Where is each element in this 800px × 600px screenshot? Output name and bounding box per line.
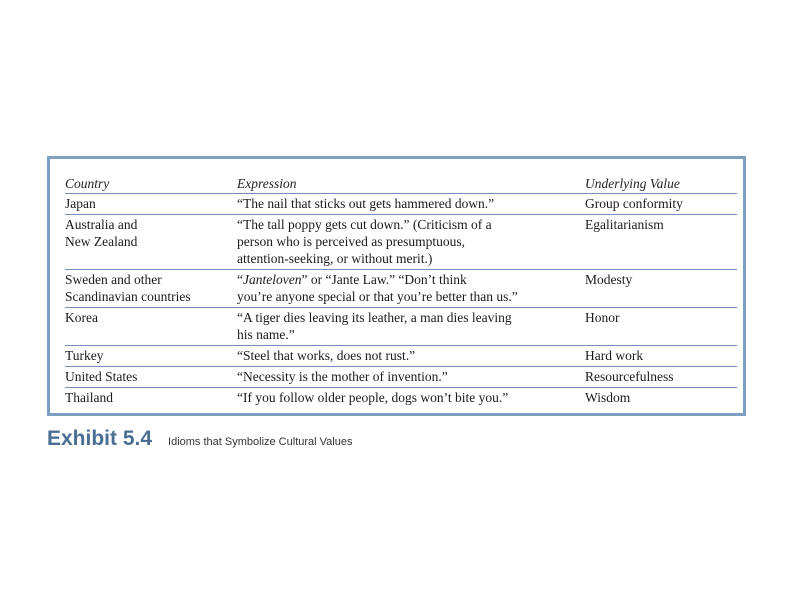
country-cell: [65, 367, 237, 388]
value-cell: Wisdom: [585, 390, 631, 405]
exhibit-title: Idioms that Symbolize Cultural Values: [168, 436, 353, 448]
table-row: [65, 215, 737, 270]
country-cell: [65, 215, 237, 270]
expression-line: “Janteloven” or “Jante Law.” “Don’t think: [237, 272, 467, 287]
country-cell: [65, 388, 237, 409]
country-line: Sweden and other: [65, 272, 162, 287]
country-line: United States: [65, 369, 138, 384]
expression-line: “Steel that works, does not rust.”: [237, 348, 416, 363]
exhibit-label: Exhibit 5.4: [47, 427, 153, 450]
exhibit-table-frame: [47, 156, 746, 416]
table-row: [65, 388, 737, 409]
expression-cell: [237, 388, 585, 409]
expression-cell: [237, 367, 585, 388]
exhibit-caption: [47, 427, 352, 451]
expression-line: “Necessity is the mother of invention.”: [237, 369, 448, 384]
table-row: [65, 194, 737, 215]
expression-line-rest: ” or “Jante Law.” “Don’t think: [301, 272, 467, 287]
expression-line: “The tall poppy gets cut down.” (Criticism of a: [237, 217, 492, 232]
value-cell: Modesty: [585, 270, 737, 308]
header-expression: Expression: [237, 173, 585, 194]
country-cell: [65, 308, 237, 346]
header-underlying-value: Underlying Value: [585, 173, 737, 194]
expression-cell: [237, 215, 585, 270]
country-line: Thailand: [65, 390, 113, 405]
expression-cell: [237, 308, 585, 346]
expression-cell: [237, 346, 585, 367]
value-cell: Honor: [585, 308, 737, 346]
country-line: Australia and: [65, 217, 138, 232]
value-cell: Hard work: [585, 346, 737, 367]
expression-line: his name.”: [237, 327, 295, 342]
country-line: Korea: [65, 310, 98, 325]
expression-line: “The nail that sticks out gets hammered down.”: [237, 196, 495, 211]
country-line: Scandinavian countries: [65, 289, 191, 304]
table-row: [65, 270, 737, 308]
country-line: Turkey: [65, 348, 104, 363]
table-row: [65, 367, 737, 388]
expression-cell: [237, 270, 585, 308]
table-header-row: [65, 173, 737, 194]
idioms-table: [65, 173, 737, 408]
expression-cell: [237, 194, 585, 215]
value-cell: Resourcefulness: [585, 367, 737, 388]
expression-line: person who is perceived as presumptuous,: [237, 234, 465, 249]
table-row: [65, 308, 737, 346]
expression-italic-term: Janteloven: [243, 272, 302, 287]
table-row: [65, 346, 737, 367]
value-cell: Egalitarianism: [585, 215, 737, 270]
country-line: Japan: [65, 196, 96, 211]
country-cell: [65, 194, 237, 215]
expression-line: you’re anyone special or that you’re better than us.”: [237, 289, 518, 304]
expression-line: attention-seeking, or without merit.): [237, 251, 433, 266]
value-cell: Group conformity: [585, 194, 737, 215]
header-country: Country: [65, 173, 237, 194]
country-cell: [65, 346, 237, 367]
expression-line: “If you follow older people, dogs won’t bite you.”: [237, 390, 509, 405]
expression-line: “A tiger dies leaving its leather, a man dies leaving: [237, 310, 512, 325]
country-cell: [65, 270, 237, 308]
country-line: New Zealand: [65, 234, 138, 249]
